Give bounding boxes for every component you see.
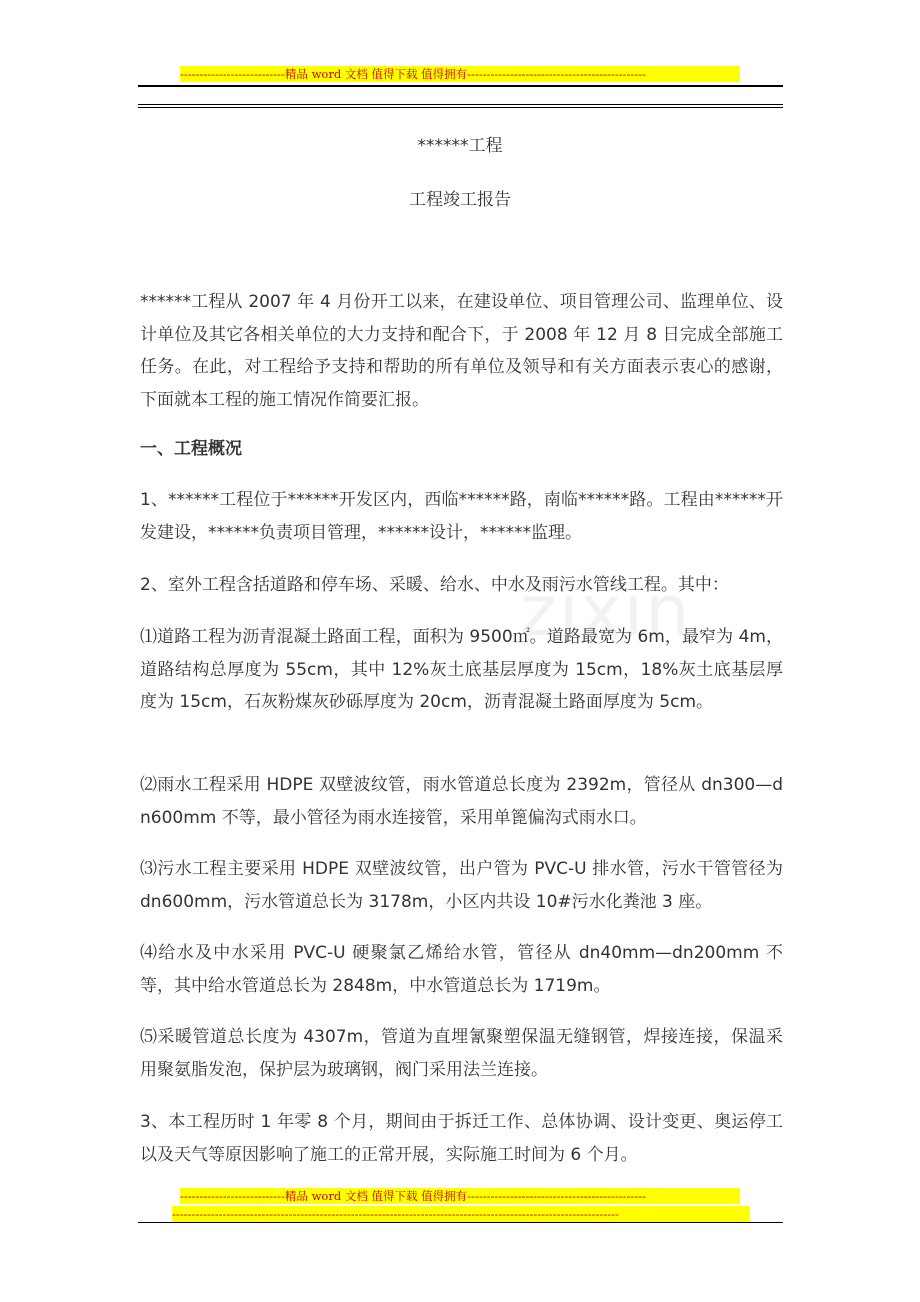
header-banner: ---------------------------精品 word 文档 值得下载 值得拥有---------------------------------------------- — [180, 66, 740, 82]
footer-dashes: ------------------------------------------------------------------------------------------------------------------- — [172, 1206, 750, 1222]
footer-rule — [138, 1222, 783, 1223]
item-2-rainwater: ⑵雨水工程采用 HDPE 双壁波纹管，雨水管道总长度为 2392m，管径从 dn300—dn600mm 不等，最小管径为雨水连接管，采用单篦偏沟式雨水口。 — [140, 775, 783, 828]
item-4-water-supply: ⑷给水及中水采用 PVC-U 硬聚氯乙烯给水管，管径从 dn40mm—dn200mm 不等，其中给水管道总长为 2848m，中水管道总长为 1719m。 — [140, 943, 783, 996]
item-3-sewage: ⑶污水工程主要采用 HDPE 双壁波纹管，出户管为 PVC-U 排水管，污水干管管径为 dn600mm，污水管道总长为 3178m，小区内共设 10#污水化粪池 3 座。 — [140, 859, 783, 912]
header-rule-thin-2 — [138, 107, 783, 108]
item-1-road: ⑴道路工程为沥青混凝土路面工程，面积为 9500㎡。道路最宽为 6m，最窄为 4m，道路结构总厚度为 55cm，其中 12%灰土底基层厚度为 15cm，18%灰土底基层厚度为 15cm，石灰粉煤灰砂砾厚度为 20cm，沥青混凝土路面厚度为 5cm。 — [140, 627, 783, 712]
watermark: zixin — [520, 570, 692, 652]
header-rule-thick — [138, 85, 783, 87]
paragraph-3: 3、本工程历时 1 年零 8 个月，期间由于拆迁工作、总体协调、设计变更、奥运停工以及天气等原因影响了施工的正常开展，实际施工时间为 6 个月。 — [140, 1112, 783, 1165]
item-5-heating: ⑸采暖管道总长度为 4307m，管道为直埋氰聚塑保温无缝钢管，焊接连接，保温采用聚氨脂发泡，保护层为玻璃钢，阀门采用法兰连接。 — [140, 1027, 783, 1080]
header-rule-thin — [138, 104, 783, 105]
intro-paragraph: ******工程从 2007 年 4 月份开工以来，在建设单位、项目管理公司、监理单位、设计单位及其它各相关单位的大力支持和配合下，于 2008 年 12 月 8 日完成全部施工任务。在此，对工程给予支持和帮助的所有单位及领导和有关方面表示衷心的感谢，下面就本工程的施工情况作简要汇报。 — [140, 292, 783, 410]
paragraph-2: 2、室外工程含括道路和停车场、采暖、给水、中水及雨污水管线工程。其中： — [140, 575, 729, 595]
document-subtitle: 工程竣工报告 — [409, 190, 511, 210]
document-title: ******工程 — [417, 136, 503, 156]
section-heading: 一、工程概况 — [140, 439, 242, 459]
footer-banner: ---------------------------精品 word 文档 值得下载 值得拥有---------------------------------------------- — [180, 1188, 740, 1204]
paragraph-1: 1、******工程位于******开发区内，西临******路，南临******路。工程由******开发建设，******负责项目管理，******设计，******监理。 — [140, 490, 783, 543]
